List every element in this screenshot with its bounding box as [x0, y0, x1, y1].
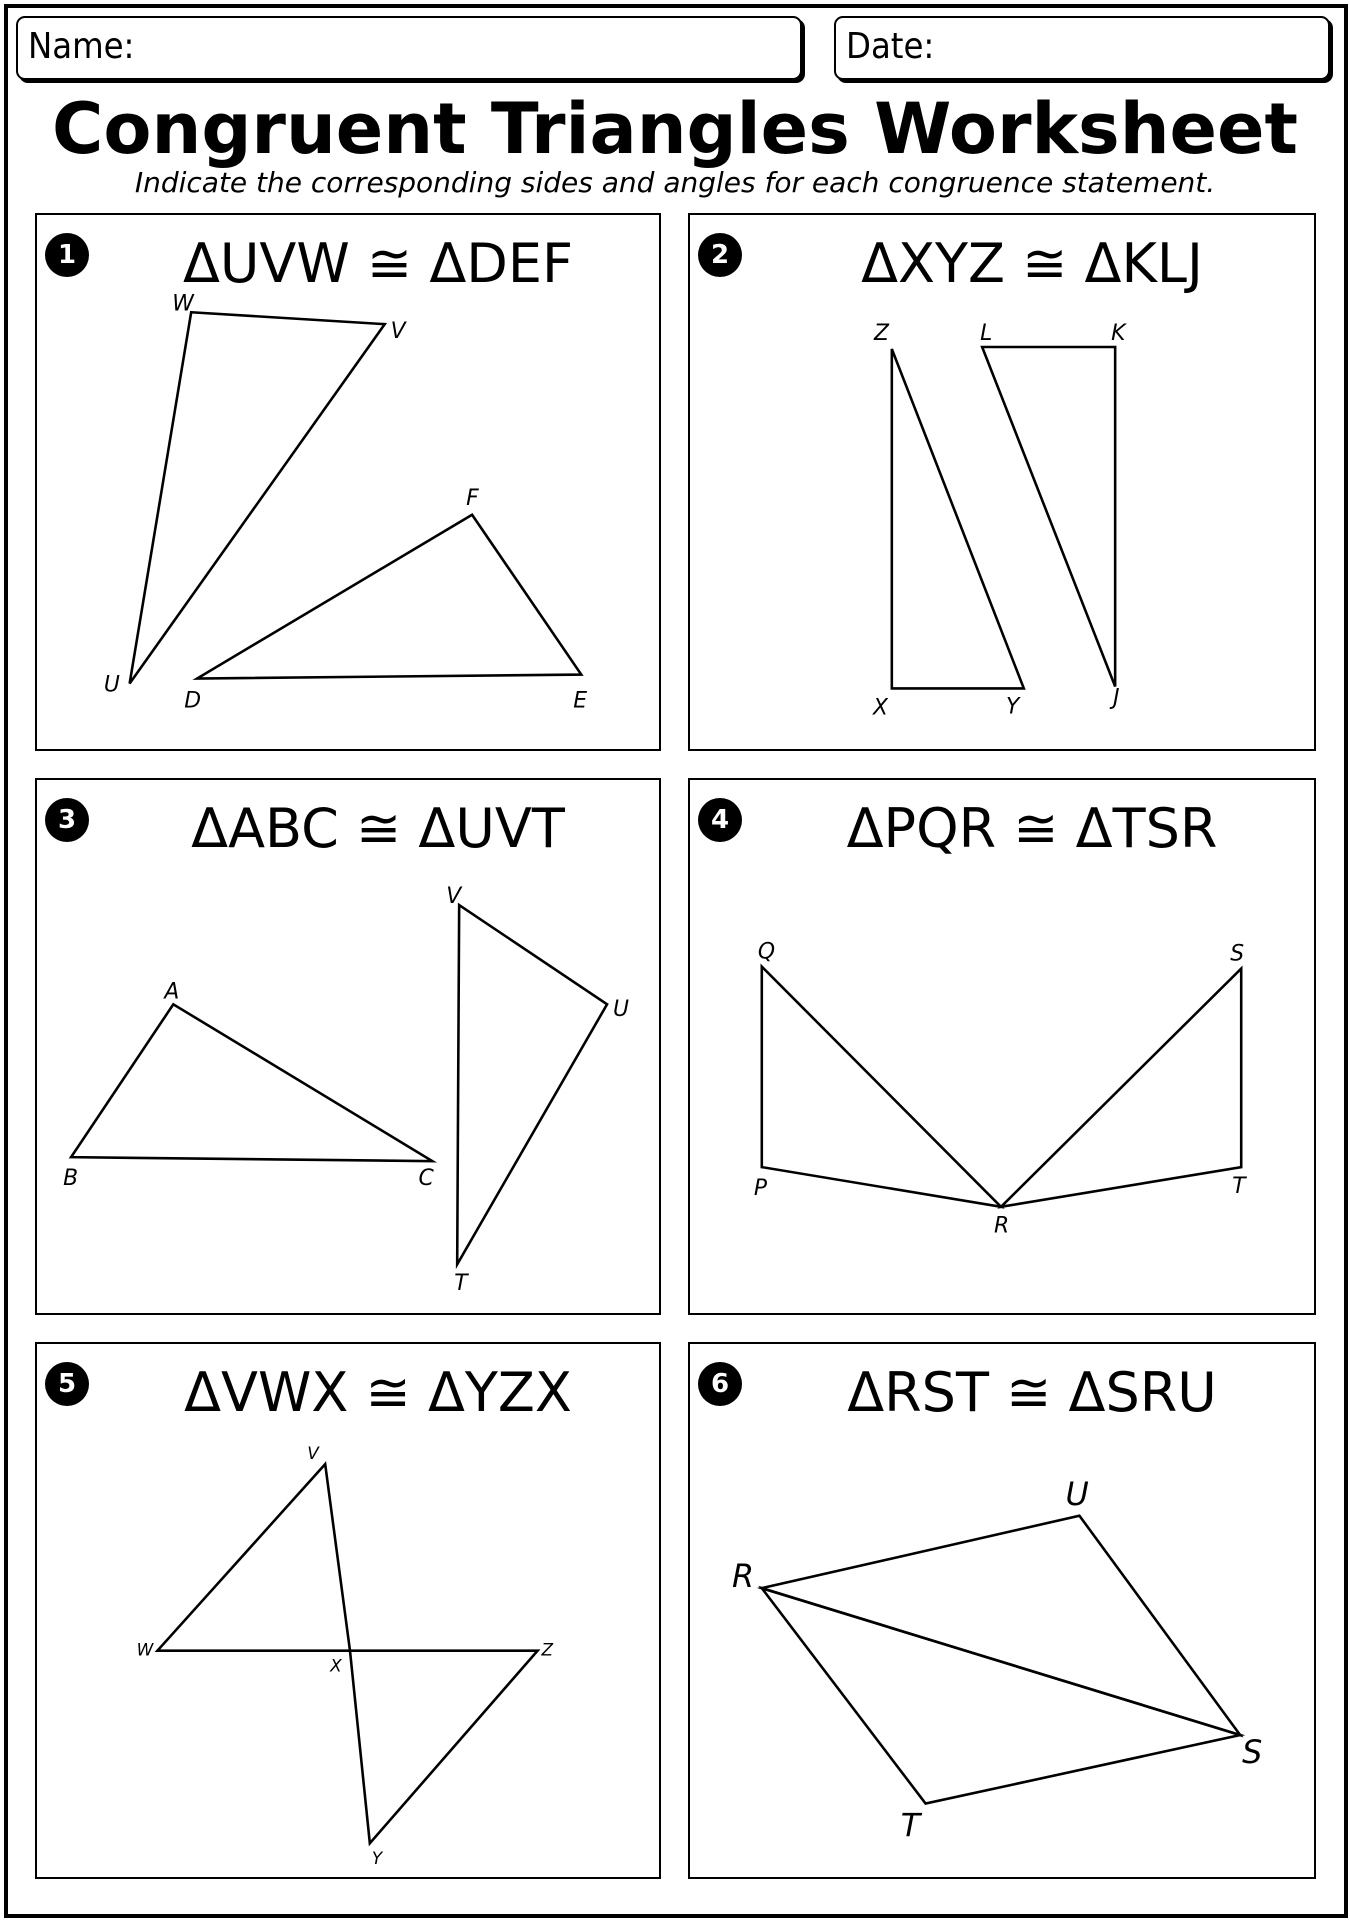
- vertex-label: F: [466, 485, 479, 511]
- vertex-label: T: [900, 1808, 921, 1845]
- triangle-def: [197, 515, 581, 679]
- triangle-uvw: [130, 312, 385, 683]
- problem-number-badge: 5: [45, 1362, 89, 1406]
- vertex-label: P: [753, 1175, 768, 1201]
- problem-4-panel: [688, 778, 1316, 1315]
- vertex-label: Z: [541, 1639, 554, 1660]
- problem-number-badge: 3: [45, 798, 89, 842]
- vertex-label: V: [390, 319, 406, 345]
- vertex-label: U: [1065, 1476, 1089, 1513]
- worksheet-title: Congruent Triangles Worksheet: [52, 88, 1298, 170]
- problem-number-badge: 2: [698, 233, 742, 277]
- vertex-label: J: [1113, 685, 1120, 711]
- vertex-label: V: [446, 884, 462, 910]
- vertex-label: S: [1242, 1734, 1263, 1771]
- vertex-label: W: [136, 1639, 154, 1660]
- triangle-vwx: [157, 1464, 350, 1651]
- congruence-statement: ΔXYZ ≅ ΔKLJ: [861, 232, 1203, 295]
- triangle-diagram: [690, 215, 1314, 749]
- triangle-yzx: [350, 1651, 538, 1844]
- problem-2-panel: [688, 213, 1316, 751]
- vertex-label: A: [164, 979, 180, 1005]
- triangle-pqr: [762, 967, 1001, 1207]
- vertex-label: X: [872, 695, 888, 721]
- problem-number-badge: 4: [698, 798, 742, 842]
- triangle-diagram: [690, 780, 1314, 1313]
- congruence-statement: ΔPQR ≅ ΔTSR: [846, 797, 1218, 860]
- vertex-label: T: [1232, 1173, 1246, 1199]
- vertex-label: U: [613, 997, 629, 1023]
- vertex-label: R: [994, 1213, 1010, 1239]
- vertex-label: K: [1111, 321, 1126, 347]
- triangle-rsu: [762, 1516, 1240, 1735]
- problem-3-panel: [35, 778, 661, 1315]
- vertex-label: Q: [757, 939, 776, 965]
- vertex-label: W: [172, 291, 194, 317]
- congruence-statement: ΔUVW ≅ ΔDEF: [182, 232, 574, 295]
- congruence-statement: ΔABC ≅ ΔUVT: [191, 797, 565, 860]
- vertex-label: R: [732, 1559, 755, 1596]
- worksheet-instructions: Indicate the corresponding sides and angles for each congruence statement.: [134, 166, 1216, 199]
- problem-number-badge: 1: [45, 233, 89, 277]
- vertex-label: S: [1230, 941, 1245, 967]
- vertex-label: C: [418, 1165, 434, 1191]
- triangle-diagram: [690, 1344, 1314, 1877]
- problem-5-panel: [35, 1342, 661, 1879]
- date-field[interactable]: [834, 16, 1330, 80]
- triangle-tsr: [1001, 969, 1241, 1207]
- problem-number-badge: 6: [698, 1362, 742, 1406]
- vertex-label: X: [330, 1655, 342, 1676]
- triangle-uvt: [457, 905, 607, 1264]
- triangle-diagram: [37, 780, 659, 1313]
- name-label: Name:: [28, 26, 135, 67]
- date-label: Date:: [846, 26, 935, 67]
- vertex-label: Z: [873, 321, 889, 347]
- problem-1-panel: [35, 213, 661, 751]
- vertex-label: E: [573, 688, 588, 714]
- vertex-label: L: [980, 321, 993, 347]
- vertex-label: Y: [1005, 694, 1020, 720]
- triangle-abc: [71, 1004, 432, 1161]
- vertex-label: V: [307, 1443, 319, 1464]
- vertex-label: U: [103, 672, 120, 698]
- triangle-srt: [762, 1588, 1240, 1803]
- vertex-label: D: [184, 688, 202, 714]
- congruence-statement: ΔVWX ≅ ΔYZX: [184, 1361, 572, 1424]
- triangle-diagram: [37, 1344, 659, 1877]
- congruence-statement: ΔRST ≅ ΔSRU: [847, 1361, 1217, 1424]
- triangle-diagram: [37, 215, 659, 749]
- vertex-label: T: [454, 1271, 468, 1297]
- vertex-label: B: [63, 1165, 79, 1191]
- name-field[interactable]: [16, 16, 802, 80]
- problem-6-panel: [688, 1342, 1316, 1879]
- vertex-label: Y: [371, 1848, 383, 1869]
